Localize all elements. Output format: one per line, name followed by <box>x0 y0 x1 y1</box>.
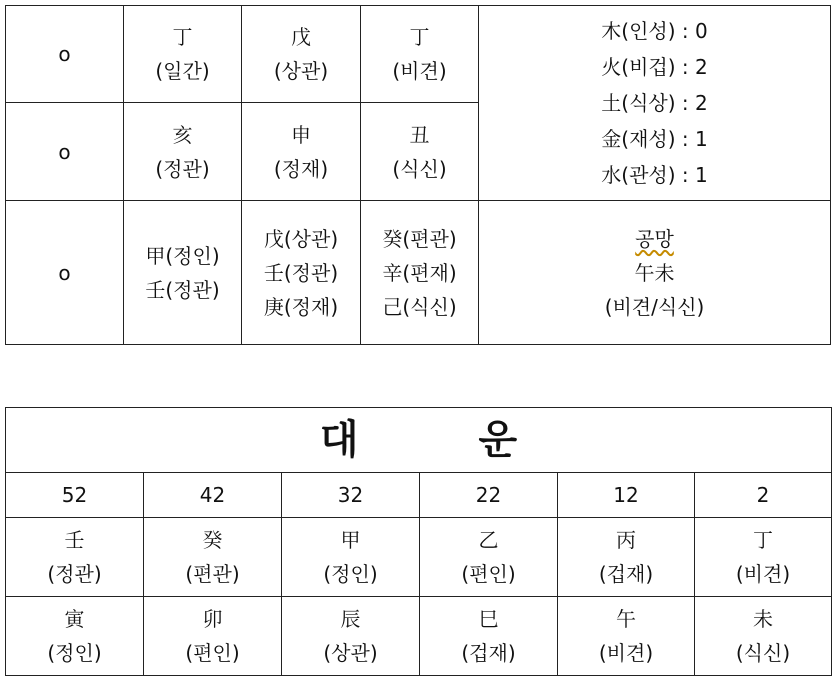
gongmang-label: 공망 <box>635 226 674 251</box>
daeun-branch: 卯 (편인) <box>144 597 282 676</box>
daeun-age: 12 <box>558 473 695 518</box>
saju-cell: 丑 (식신) <box>361 103 479 201</box>
saju-row-stems <box>6 6 831 103</box>
daeun-stem: 丙 (겁재) <box>558 518 695 597</box>
daeun-stem: 壬 (정관) <box>6 518 144 597</box>
saju-cell: 亥 (정관) <box>124 103 242 201</box>
saju-cell: 申 (정재) <box>242 103 361 201</box>
gongmang-roles: (비견/식신) <box>604 294 705 319</box>
daeun-branch: 午 (비견) <box>558 597 695 676</box>
daeun-title: 대 운 <box>6 408 832 473</box>
element-earth: 土(식상) : 2 <box>601 91 708 115</box>
daeun-stem: 甲 (정인) <box>282 518 420 597</box>
five-elements-summary <box>479 6 831 201</box>
saju-cell: 戊(상관) 壬(정관) 庚(정재) <box>242 201 361 345</box>
daeun-age: 2 <box>695 473 832 518</box>
daeun-age: 32 <box>282 473 420 518</box>
element-wood: 木(인성) : 0 <box>601 19 708 43</box>
saju-cell: 戊 (상관) <box>242 6 361 103</box>
element-water: 水(관성) : 1 <box>601 163 708 187</box>
daeun-table <box>5 407 832 676</box>
daeun-stem: 丁 (비견) <box>695 518 832 597</box>
daeun-stem: 乙 (편인) <box>420 518 558 597</box>
gongmang-chars: 午未 <box>634 260 675 285</box>
daeun-branch: 未 (식신) <box>695 597 832 676</box>
daeun-age: 42 <box>144 473 282 518</box>
saju-row-hidden-stems <box>6 201 831 345</box>
saju-cell: 丁 (일간) <box>124 6 242 103</box>
daeun-age: 52 <box>6 473 144 518</box>
saju-cell: 甲(정인) 壬(정관) <box>124 201 242 345</box>
row-marker: o <box>6 6 124 103</box>
daeun-age: 22 <box>420 473 558 518</box>
gongmang-cell <box>479 201 831 345</box>
row-marker: o <box>6 103 124 201</box>
saju-cell: 丁 (비견) <box>361 6 479 103</box>
element-fire: 火(비겁) : 2 <box>601 55 708 79</box>
daeun-ages-row <box>6 473 832 518</box>
row-marker: o <box>6 201 124 345</box>
daeun-stem: 癸 (편관) <box>144 518 282 597</box>
daeun-branch: 寅 (정인) <box>6 597 144 676</box>
daeun-branch: 辰 (상관) <box>282 597 420 676</box>
daeun-stems-row <box>6 518 832 597</box>
daeun-branch: 巳 (겁재) <box>420 597 558 676</box>
saju-cell: 癸(편관) 辛(편재) 己(식신) <box>361 201 479 345</box>
daeun-title-row <box>6 408 832 473</box>
element-metal: 金(재성) : 1 <box>601 127 708 151</box>
saju-table <box>5 5 831 345</box>
daeun-branches-row <box>6 597 832 676</box>
